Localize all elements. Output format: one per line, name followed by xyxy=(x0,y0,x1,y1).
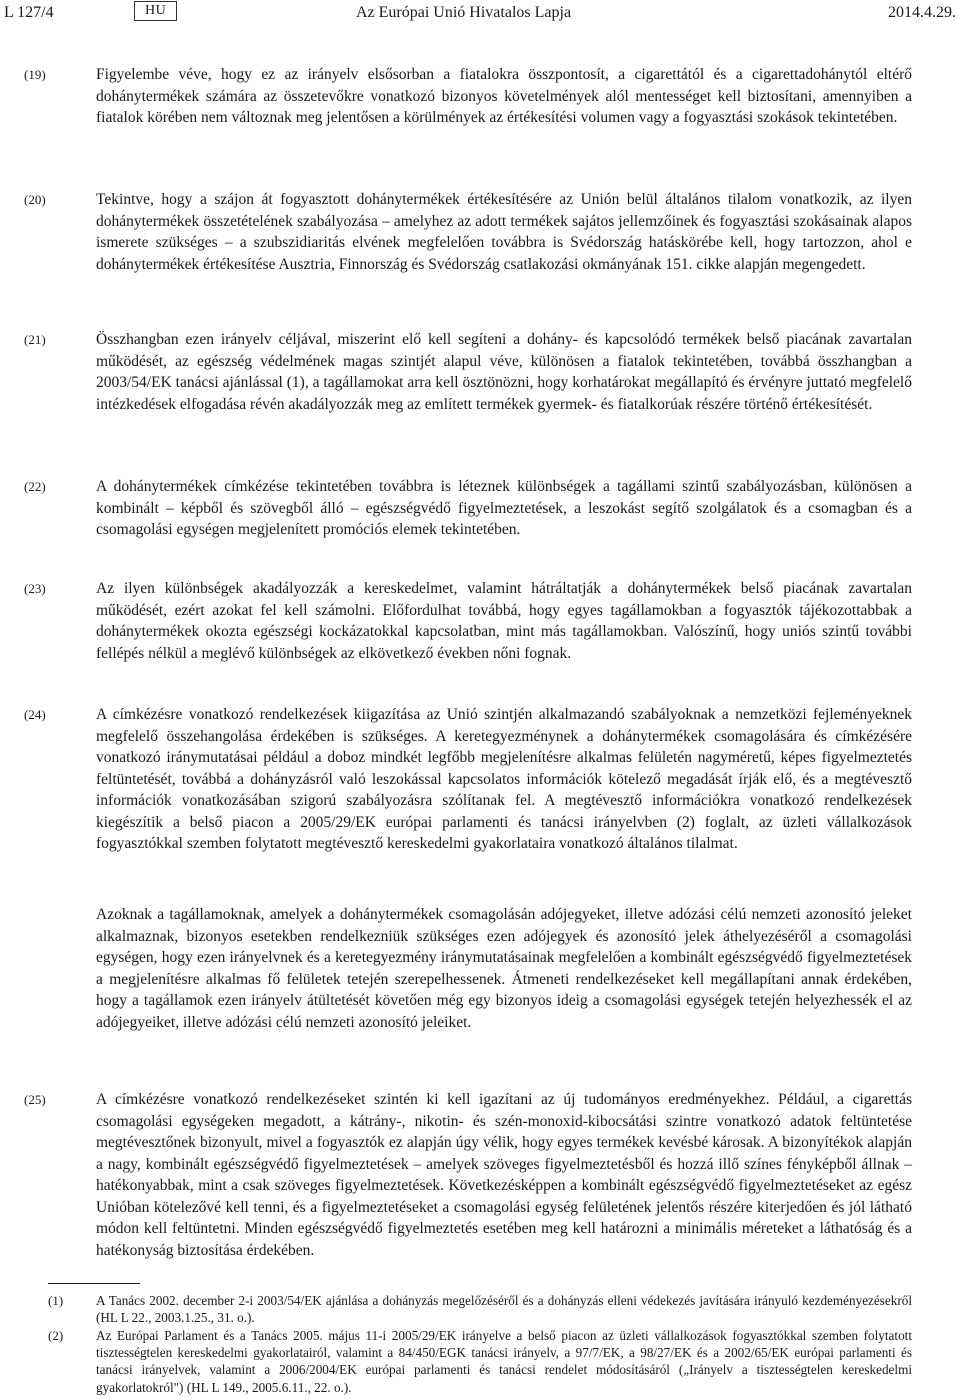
footnote-2 xyxy=(0,1327,960,1396)
publication-date: 2014.4.29. xyxy=(888,4,956,21)
recital-number: (25) xyxy=(24,1092,46,1107)
footnote-text: Az Európai Parlament és a Tanács 2005. május 11-i 2005/29/EK irányelve a belső piacon az üzleti vállalkozások fogyasztókkal szemben folytatott tisztességtelen kereskedelmi gyakorlatairól, valamint a 84/450/EGK tanácsi irányelv, a 97/7/EK, a 98/27/EK és a 2002/65/EK európai parlamenti és tanácsi irányelvek, valamint a 2006/2004/EK európai parlamenti és tanácsi rendelet módosításáról („Irányelv a tisztességtelen kereskedelmi gyakorlatokról") (HL L 149., 2005.6.11., 22. o.). xyxy=(96,1328,912,1395)
recital-text: Azoknak a tagállamoknak, amelyek a dohánytermékek csomagolásán adójegyeket, illetve adózási célú nemzeti azonosító jeleket alkalmaznak, bizonyos esetekben rendelkezniük szükséges ezen adójegyek és azonosító jelek áthelyezéséről a csomagolási egységen, hogy ezen irányelvnek és a keretegyezmény iránymutatásainak megfelelően a kombinált egészségvédő figyelmeztetések a megjelenítésre alkalmas fő felületek tetején szerepelhessenek. Átmeneti rendelkezéseket kell megállapítani annak érdekében, hogy a tagállamok ezen irányelv átültetését követően még egy bizonyos ideig a csomagolási egységek tetején helyezhessék el az adójegyeiket, illetve adózási célú nemzeti azonosító jeleiket. xyxy=(96,906,912,1031)
recital-20 xyxy=(0,189,960,275)
recital-22 xyxy=(0,476,960,541)
recital-24-continued xyxy=(0,904,960,1033)
recital-text: A dohánytermékek címkézése tekintetében továbbra is léteznek különbségek a tagállami szintű szabályozásban, különösen a kombinált – képből és szövegből álló – egészségvédő figyelmeztetések, a leszokást segítő szolgálatok és a csomagban és a csomagolási egységen megjelenített promóciós elemek tekintetében. xyxy=(96,478,912,538)
recital-text: A címkézésre vonatkozó rendelkezések kiigazítása az Unió szintjén alkalmazandó szabályoknak a nemzetközi fejleményeknek megfelelő összehangolása érdekében is szükséges. A keretegyezménynek a dohánytermékek csomagolására és címkézésére vonatkozó iránymutatásai például a doboz mindkét legfőbb megjelenítésre alkalmas felületén nagyméretű, képes figyelmeztetés feltüntetését, továbbá a dohányzásról való leszokással kapcsolatos információk kötelező megadását írják elő, és a megtévesztő információk vonatkozásában szigorú szabályozásra szólítanak fel. A megtévesztő információkra vonatkozó rendelkezések kiegészítik a belső piacon a 2005/29/EK európai parlamenti és tanácsi irányelvben (2) foglalt, az üzleti vállalkozások fogyasztókkal szemben folytatott megtévesztő kereskedelmi gyakorlataira vonatkozó általános tilalmat. xyxy=(96,706,912,852)
language-badge: HU xyxy=(134,1,177,21)
page-header xyxy=(0,0,960,26)
recital-number: (24) xyxy=(24,707,46,722)
recital-text: Figyelembe véve, hogy ez az irányelv elsősorban a fiatalokra összpontosít, a cigarettától és a cigarettadohánytól eltérő dohánytermékek számára az összetevőkre vonatkozó bizonyos követelmények alól mentességet kell biztosítani, amennyiben a fiatalok körében nem változnak meg jelentősen a körülmények az értékesítési volumen vagy a fogyasztási szokások tekintetében. xyxy=(96,66,912,126)
page-number: L 127/4 xyxy=(4,4,54,21)
footnote-1 xyxy=(0,1292,960,1326)
recital-number: (23) xyxy=(24,581,46,596)
recital-21 xyxy=(0,329,960,415)
footnote-text: A Tanács 2002. december 2-i 2003/54/EK ajánlása a dohányzás megelőzéséről és a dohányzás elleni védekezés javítására irányuló kezdeményezésekről (HL L 22., 2003.1.25., 31. o.). xyxy=(96,1293,912,1326)
recital-text: Tekintve, hogy a szájon át fogyasztott dohánytermékek értékesítésére az Unión belül általános tilalom vonatkozik, az ilyen dohánytermékek összetételének szabályozása – amelyhez az adott termékek sajátos jellemzőinek és fogyasztási szokásainak alapos ismerete szükséges – a szubszidiaritás elvének megfelelően továbbra is Svédország hatáskörébe kell, hogy tartozzon, ahol e dohánytermékek értékesítése Ausztria, Finnország és Svédország csatlakozási okmányának 151. cikke alapján megengedett. xyxy=(96,191,912,273)
recital-25 xyxy=(0,1089,960,1261)
footnote-mark: (2) xyxy=(48,1328,64,1343)
recital-text: Összhangban ezen irányelv céljával, miszerint elő kell segíteni a dohány- és kapcsolódó termékek belső piacának zavartalan működését, az egészség védelmének magas szintjét alapul véve, különösen a fiatalok tekintetében, továbbá összhangban a 2003/54/EK tanácsi ajánlással (1), a tagállamokat arra kell ösztönözni, hogy korhatárokat megállapító és érvényre juttató megfelelő intézkedések elfogadása révén akadályozzák meg az említett termékek gyermek- és fiatalkorúak részére történő értékesítését. xyxy=(96,331,912,413)
recital-24 xyxy=(0,704,960,855)
recital-text: Az ilyen különbségek akadályozzák a kereskedelmet, valamint hátráltatják a dohánytermékek belső piacának zavartalan működését, ezért azokat fel kell számolni. Előfordulhat továbbá, hogy egyes tagállamokban a fogyasztók tájékozottabbak a dohánytermékek okozta egészségi kockázatokkal kapcsolatban, mint más tagállamokban. Valószínű, hogy uniós szintű további fellépés nélkül a meglévő különbségek az elkövetkező években nőni fognak. xyxy=(96,580,912,662)
recital-23 xyxy=(0,578,960,664)
recital-number: (21) xyxy=(24,332,46,347)
recital-number: (22) xyxy=(24,479,46,494)
recital-text: A címkézésre vonatkozó rendelkezéseket szintén ki kell igazítani az új tudományos eredményekhez. Például, a cigarettás csomagolási egységeken megadott, a kátrány-, nikotin- és szén-monoxid-kibocsátási szintre vonatkozó adatok feltüntetése megtévesztőnek bizonyult, mivel a fogyasztók ez alapján úgy vélik, hogy egyes termékek kevésbé károsak. A bizonyítékok alapján a nagy, kombinált egészségvédő figyelmeztetések – amelyek szöveges figyelmeztetésből és hozzá illő színes fényképből állnak – hatékonyabbak, mint a csak szöveges figyelmeztetések. Következésképpen a kombinált egészségvédő figyelmeztetéseket az egész Unióban kötelezővé kell tenni, és a figyelmeztetéseket a csomagolási egység felületének jelentős részére kiterjedően és jól látható módon kell feltüntetni. Minden egészségvédő figyelmeztetés esetében meg kell határozni a minimális méreteket a láthatóság és a hatékonyság biztosítása érdekében. xyxy=(96,1091,912,1259)
recital-number: (19) xyxy=(24,67,46,82)
recital-19 xyxy=(0,64,960,129)
publication-title: Az Európai Unió Hivatalos Lapja xyxy=(356,4,572,21)
footnote-divider xyxy=(48,1283,140,1284)
footnote-mark: (1) xyxy=(48,1293,64,1308)
recital-number: (20) xyxy=(24,192,46,207)
